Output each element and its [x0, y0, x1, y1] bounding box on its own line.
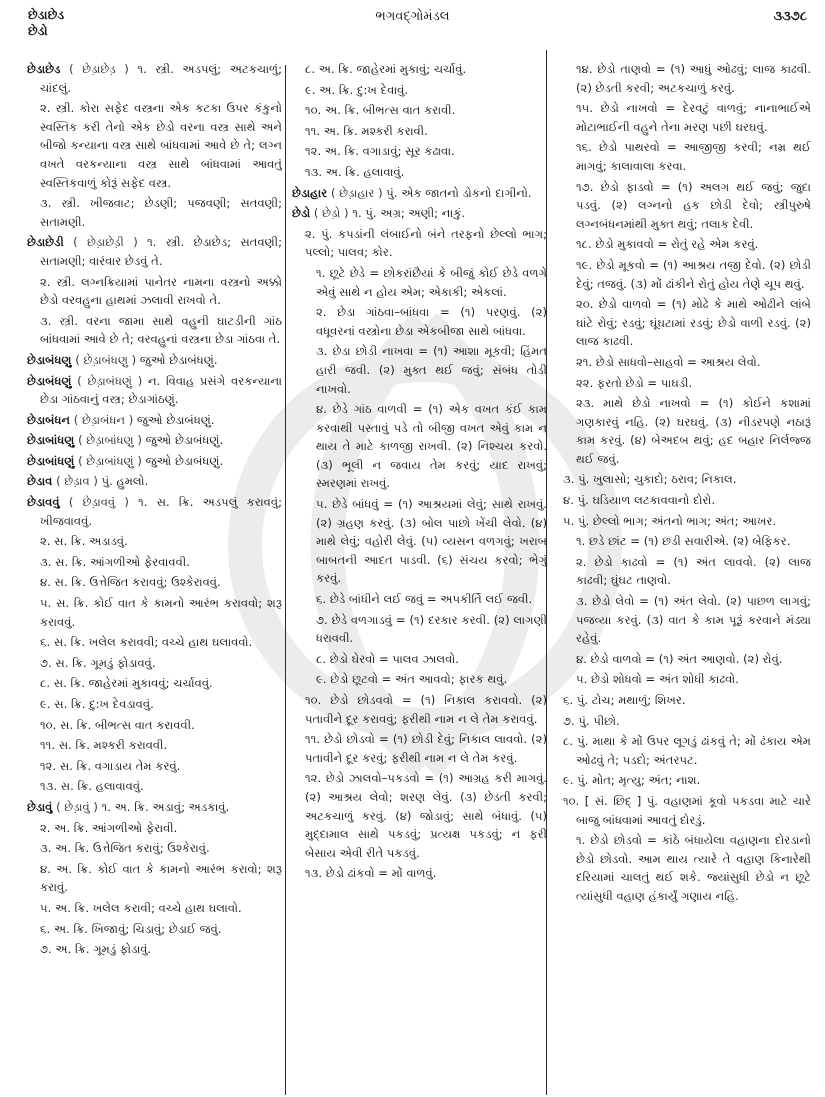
entry-sense	[292, 611, 547, 648]
headword: છેડાછેડી	[27, 235, 64, 250]
definition-text: ૯. છેડો છૂટવો = અંત આવવો; ફારક થવું.	[316, 672, 508, 687]
entry-sense	[563, 532, 811, 551]
pronunciation: ( છેડ઼ાહાર )	[330, 185, 383, 200]
definition-text: ૧. સ. ક્રિ. અડપલું કરાવવું; ખીજવાવવું.	[40, 495, 283, 528]
definition-text: ૧૪. છેડો તાણવો = (૧) આધું ઓઢવું; લાજ કાઢવી. (૨) છેડતી કરવી; અટકચાળું કરવું.	[576, 62, 811, 95]
entry-sense	[27, 674, 282, 693]
definition-text: ૬. અ. ક્રિ. ખિજાવું; ચિડાવું; છેડાઈ જવું.	[40, 921, 222, 936]
entry-sense	[27, 532, 282, 551]
column-divider-1	[285, 65, 286, 1095]
definition-text: ૨. છેડો કાઢવો = (૧) અંત લાવવો. (૨) લાજ કાઢવી; ઘુંઘટ તાણવો.	[576, 554, 811, 588]
entry-sense	[27, 654, 282, 673]
definition-text: ૧૩. છેડો ઢાંકવો = મોં વાળવું.	[305, 866, 437, 881]
definition-text: ૨. સ્ત્રી. કોરા સફેદ વસ્ત્રના એક કટકા ઉપર કંકુનો સ્વસ્તિક કરી તેનો એક છેડો વરના વસ્ત્ર સાથે અને બીજો કન્યાના વસ્ત્ર સાથે બાંધવામાં આવે છે તે; લગ્ન વખતે વરકન્યાના વસ્ત્ર સાથે બાંધવામાં આવતું સ્વસ્તિકવાળું કોરૂં સફેદ વસ્ત્ર.	[40, 101, 282, 190]
entry-sense	[292, 864, 547, 883]
entry-sense	[292, 691, 547, 728]
entry-sense	[292, 342, 547, 398]
entry-sense	[292, 303, 547, 340]
definition-text: ૩. પું. ખુલાસો; ચુકાદો; ઠરાવ; નિકાલ.	[563, 472, 737, 487]
entry-sense	[27, 594, 282, 631]
definition-text: ૧૨. અ. ક્રિ. વગાડાવું; સૂર કઢાવા.	[305, 144, 455, 159]
definition-text: ૯. પું. મોત; મૃત્યુ; અંત; નાશ.	[563, 773, 701, 788]
guide-word-first: છેડાછેડ	[28, 7, 65, 22]
headword: છેડાબંધણું	[27, 373, 72, 388]
pronunciation: ( છેડ઼ાબાંધણું )	[78, 453, 142, 468]
pronunciation: ( છેડ઼ાબંધણુ )	[75, 352, 137, 367]
entry-sense	[563, 470, 811, 489]
definition-text: ૧૫. છેડો નાખવો = દેરવટું વાળવું; નાનાભાઈએ મોટાભાઈની વહુને તેના મરણ પછી ઘરઘવું.	[576, 101, 811, 134]
dictionary-title: ભગવદ્ગોમંડલ	[375, 9, 450, 24]
entry-sense	[563, 374, 811, 393]
entry-sense	[292, 264, 547, 301]
definition-text: ૮. છેડો ઘેરવો = પાલવ ઝાલવો.	[316, 651, 459, 666]
pronunciation: ( છેડ઼ાબાંધણુ )	[78, 433, 142, 448]
definition-text: ૮. પું. માથા કે મોં ઉપર લૂગડું ઢાંકવું તે; મોં ઢંકાય એમ ઓઢવું તે; પડદો; અંતરપટ.	[563, 734, 811, 767]
entry-sense	[563, 792, 811, 829]
definition-text: ૪. પું. ઘડિયાળ લટકાવવાનો દોરો.	[563, 493, 716, 508]
dictionary-entry	[27, 798, 282, 817]
definition-text: ૩. છેડો લેવો = (૧) અંત લેવો. (૨) પાછળ લાગવું; પજવ્યા કરવું. (૩) વાત કે કામ પૂરૂં કરવાને મંડ્યા રહેવું.	[576, 594, 811, 646]
definition-text: ૧. છડે છાંટ = (૧) છડી સવારીએ. (૨) બેફિકર.	[576, 534, 791, 549]
pronunciation: ( છેડ઼ાછેડ઼ી )	[73, 235, 138, 250]
entry-sense	[563, 394, 811, 468]
dictionary-entry	[27, 372, 282, 409]
definition-text: ૯. સ. ક્રિ. દુ:ખ દેવડાવવું.	[40, 697, 154, 711]
definition-text: ૫. છેડે બાંધવું = (૧) આશ્રયમાં લેવું; સાથે રાખવું. (૨) ગ્રહણ કરવું. (૩) બોલ પાછો ખેંચી લેવો. (૪) માથે લેવું; વહોરી લેવું. (૫) વ્યસન વળગવું; ખરાબ બાબતની આદત પાડવી. (૬) સંચય કરવો; ભેગું કરવું.	[316, 497, 547, 586]
dictionary-entry	[27, 60, 282, 97]
entry-sense	[563, 512, 811, 531]
definition-text: ૭. અ. ક્રિ. ગૂમડું ફોડાવું.	[40, 942, 152, 957]
definition-text: ૩. સ. ક્રિ. આંગળીઓ ફેરવાવવી.	[40, 554, 190, 569]
definition-text: ૧૩. સ. ક્રિ. હલાવાવવું.	[40, 779, 144, 794]
dictionary-entry	[27, 472, 282, 491]
entry-sense	[563, 712, 811, 731]
entry-sense	[563, 235, 811, 254]
entry-sense	[563, 60, 811, 97]
dictionary-entry	[27, 431, 282, 450]
definition-text: ૨૦. છેડો વાળવો = (૧) મોઢે કે માથે ઓઢીને લાંબે ઘાંટે રોવું; રડવું; ઘૂંઘટામાં રડવું; છેડો વાળી રડવું. (૨) લાજ કાઢવી.	[576, 297, 811, 349]
entry-sense	[27, 899, 282, 918]
definition-text: ૮. અ. ક્રિ. જાહેરમાં મુકાવું; ચર્ચાવું.	[305, 62, 467, 76]
definition-text: ૨. છેડા ગાંઠવા–બાંધવા = (૧) પરણવું. (૨) વધૂવરનાં વસ્ત્રોના છેડા એકબીજા સાથે બાંધવા.	[316, 305, 547, 338]
definition-text: ૧૯. છેડો મૂકવો = (૧) આશ્રય તજી દેવો. (૨) છોડી દેવું; તજવું. (૩) મોં ઢાંકીને રોતું હોય તેણે ચૂપ થવું.	[576, 257, 811, 291]
entry-sense	[563, 650, 811, 669]
guide-word-last: છેડો	[28, 23, 48, 38]
definition-text: ૭. છેડે વળગાડવું = (૧) દરકાર કરવી. (૨) લાગણી ધરાવવી.	[316, 612, 547, 646]
definition-text: ૩. છેડા છોડી નાખવા = (૧) આશા મૂકવી; હિંમત હારી જવી. (૨) મુક્ત થઈ જવું; સંબંધ તોડી નાખવો.	[316, 344, 547, 396]
entry-sense	[563, 691, 811, 710]
entry-sense	[292, 81, 547, 100]
entry-sense	[563, 178, 811, 234]
entry-sense	[563, 732, 811, 769]
entry-sense	[27, 940, 282, 959]
entry-sense	[292, 670, 547, 689]
dictionary-entry	[27, 452, 282, 471]
entry-sense	[563, 670, 811, 689]
definition-text: ૨. સ. ક્રિ. અડાડવું.	[40, 534, 128, 549]
definition-text: ૫. સ. ક્રિ. કોઈ વાત કે કામનો આરંભ કરાવવો; શરૂ કરાવવું.	[40, 596, 282, 629]
entry-sense	[27, 553, 282, 572]
entry-sense	[27, 99, 282, 192]
definition-text: ૭. સ. ક્રિ. ગૂમડું ફોડાવવું.	[40, 655, 156, 670]
pronunciation: ( છેડ઼ાવવું )	[68, 495, 129, 510]
headword: છેડાબંધન	[27, 412, 71, 427]
definition-text: પું. હુમલો.	[101, 474, 149, 489]
definition-text: જુઓ છેડાબંધણું.	[145, 453, 224, 468]
dictionary-entry	[292, 204, 547, 223]
entry-sense	[563, 771, 811, 790]
entry-sense	[27, 312, 282, 349]
definition-text: જુઓ છેડાબંધણું.	[139, 352, 218, 367]
entry-sense	[292, 590, 547, 609]
entry-sense	[563, 138, 811, 175]
definition-text: ૧. છેડો છોડવો = કાંઠે બંધાયેલા વહાણના દોરડાનો છેડો છોડવો. આમ થાય ત્યારે તે વહાણ કિનારેથી દરિયામાં ચાલતું થઈ શકે. જ્યાંસુધી છેડો ન છૂટે ત્યાંસુધી વહાણ હંકાર્યું ગણાય નહિ.	[576, 833, 811, 903]
entry-sense	[292, 225, 547, 262]
dictionary-entry	[27, 411, 282, 430]
column-1	[27, 60, 282, 961]
definition-text: જુઓ છેડાબંધણું.	[145, 433, 224, 448]
entry-sense	[563, 353, 811, 372]
definition-text: જુઓ છેડાબંધણું.	[136, 412, 215, 427]
entry-sense	[563, 491, 811, 510]
headword: છેડાવ	[27, 474, 53, 489]
entry-sense	[292, 650, 547, 669]
definition-text: ૨. પું. કપડાંની લંબાઈનો બંને તરફનો છેલ્લો ભાગ; પલ્લો; પાલવ; કોર.	[305, 226, 547, 260]
definition-text: ૬. છેડે બાંધીને લઈ જવું = અપકીર્તિ લઈ જવી.	[316, 592, 533, 607]
definition-text: ૧૧. અ. ક્રિ. મશ્કરી કરાવી.	[305, 123, 428, 138]
definition-text: ૧૨. સ. ક્રિ. વગાડાય તેમ કરવું.	[40, 758, 181, 773]
definition-text: ૨૨. ફરતો છેડો = પાઘડી.	[576, 375, 693, 390]
definition-text: ૨૧. છેડો સાધવો–સાહવો = આશ્રય લેવો.	[576, 354, 761, 369]
definition-text: ૧. સ્ત્રી. છેડાછેડ; સતવણી; સતામણી; વારંવાર છેડવું તે.	[40, 235, 282, 268]
pronunciation: ( છેડ઼ો )	[313, 206, 349, 221]
definition-text: ૧૦. સ. ક્રિ. બીભત્સ વાત કરાવવી.	[40, 717, 195, 732]
dictionary-entry	[27, 493, 282, 530]
definition-text: ૨. અ. ક્રિ. આંગળીઓ ફેરાવી.	[40, 820, 178, 835]
entry-sense	[563, 295, 811, 351]
headword: છેડાછેડ	[27, 62, 61, 76]
entry-sense	[292, 122, 547, 141]
page-header	[0, 0, 825, 52]
entry-sense	[27, 920, 282, 939]
definition-text: ૧૦. [ સં. છિદ્ ] પું. વહાણમાં કૂવો પકડવા માટે ચારે બાજુ બાંધવામાં આવતું દોરડું.	[563, 793, 811, 827]
entry-sense	[27, 839, 282, 858]
entry-sense	[563, 831, 811, 905]
entry-sense	[563, 553, 811, 590]
definition-text: ૧૦. અ. ક્રિ. બીભત્સ વાત કરાવી.	[305, 103, 456, 118]
pronunciation: ( છેડ઼ાવ )	[56, 474, 98, 489]
definition-text: ૭. પું. પીછો.	[563, 713, 620, 728]
pronunciation: ( છેડ઼ાબંધન )	[73, 412, 134, 427]
entry-sense	[27, 777, 282, 796]
entry-sense	[27, 695, 282, 714]
dictionary-entry	[27, 351, 282, 370]
definition-text: ૫. પું. છેલ્લો ભાગ; અંતનો ભાગ; અંત; આખર.	[563, 513, 777, 528]
page-number: ૩૩૭૮	[773, 9, 807, 24]
dictionary-entry	[292, 184, 547, 203]
definition-text: ૧૨. છેડો ઝાલવો–પકડવો = (૧) આગ્રહ કરી માગવું. (૨) આશ્રય લેવો; શરણ લેવું. (૩) છેડતી કરવી; અટકચાળું કરવું. (૪) જોડાવું; સાથે બંધાવું. (૫) મુદ્દામાલ સાથે પકડવું; પ્રત્યક્ષ પકડવું; ન ફરી બેસાય એવી રીતે પકડવું.	[305, 771, 547, 860]
definition-text: ન. વિવાહ પ્રસંગે વરકન્યાના છેડા ગાંઠવાનું વસ્ત્ર; છેડાગાંઠણું.	[40, 373, 283, 407]
entry-sense	[27, 736, 282, 755]
definition-text: ૧. અ. ક્રિ. અડાવું; અડકાવું.	[101, 799, 230, 814]
definition-text: ૧૭. છેડો ફાડવો = (૧) અલગ થઈ જવું; જુદા પડવું. (૨) લગ્નનો હક છોડી દેવો; સ્ત્રીપુરુષે લગ્નબંધનમાંથી મુક્ત થવું; તલાક દેવી.	[576, 179, 811, 231]
definition-text: ૨૩. માથે છેડો નાખવો = (૧) કોઈને કશામાં ગણકારવું નહિ. (૨) ઘરઘવું. (૩) નીડરપણે નઠારૂં કામ કરવું. (૪) બેઅદબ થવું; હદ બહાર નિર્લજ્જ થઈ જવું.	[576, 396, 811, 466]
headword: છેડાહાર	[292, 185, 328, 200]
definition-text: ૧૬. છેડો પાથરવો = આજીજી કરવી; નમ્ર થઈ માગવું; કાલાવાલા કરવા.	[576, 140, 811, 173]
definition-text: ૪. સ. ક્રિ. ઉત્તેજિત કરાવવું; ઉશ્કેરાવવું.	[40, 575, 221, 590]
pronunciation: ( છેડ઼ાછેડ઼ )	[69, 62, 129, 76]
definition-text: ૮. સ. ક્રિ. જાહેરમાં મુકાવવું; ચર્ચાવવું.	[40, 676, 213, 691]
headword: છેડો	[292, 206, 311, 221]
entry-sense	[27, 716, 282, 735]
definition-text: પું. એક જાતનો ડોકનો દાગીનો.	[386, 185, 532, 200]
headword: છેડાવું	[27, 799, 53, 814]
definition-text: ૧. સ્ત્રી. અડપલું; અટકચાળું; ચાંદલું.	[40, 62, 282, 95]
definition-text: ૧. છૂટે છેડે = છોકરાંછૈયાં કે બીજું કોઈ છેડે વળગે એવું સાથે ન હોય એમ; એકાકી; એકલાં.	[316, 265, 547, 299]
definition-text: ૨. સ્ત્રી. લગ્નક્રિયામાં પાનેતર નામના વસ્ત્રનો અક્કો છેડો વરવહુના હાથમાં ઝલાવી રાખવો તે.	[40, 274, 282, 308]
entry-sense	[563, 99, 811, 136]
entry-sense	[292, 163, 547, 182]
entry-sense	[292, 60, 547, 79]
entry-sense	[27, 633, 282, 652]
definition-text: ૫. અ. ક્રિ. ખલેલ કરાવી; વચ્ચે હાથ ઘલાવો.	[40, 900, 242, 915]
entry-sense	[27, 819, 282, 838]
entry-sense	[27, 757, 282, 776]
pronunciation: ( છેડ઼ાબંધણું )	[77, 373, 143, 388]
entry-sense	[292, 730, 547, 767]
definition-text: ૪. અ. ક્રિ. કોઈ વાત કે કામનો આરંભ કરાવો; શરૂ કરાવું.	[40, 861, 282, 895]
definition-text: ૫. છેડો શોધવો = અંત શોધી કાઢવો.	[576, 672, 739, 687]
definition-text: ૬. પું. ટોચ; મથાળું; શિખર.	[563, 693, 686, 707]
definition-text: ૧૧. છેડો છોડવો = (૧) છોડી દેવું; નિકાલ લાવવો. (૨) પતાવીને દૂર કરવું; ફરીથી નામ ન લે તેમ કરવું.	[305, 732, 547, 765]
definition-text: ૧. પું. અગ્ર; અણી; નાકું.	[352, 206, 466, 221]
definition-text: ૧૮. છેડો મુકાવવો = રોતું રહે એમ કરવું.	[576, 237, 759, 252]
entry-sense	[563, 256, 811, 293]
dictionary-entry	[27, 233, 282, 270]
column-3	[563, 60, 811, 908]
pronunciation: ( છેડ઼ાવું )	[56, 799, 98, 814]
entry-sense	[563, 592, 811, 648]
definition-text: ૩. સ્ત્રી. ખીજવાટ; છેડણી; પજવણી; સતવણી; સતામણી.	[40, 196, 282, 229]
definition-text: ૩. અ. ક્રિ. ઉત્તેજિત કરાવું; ઉશ્કેરાવું.	[40, 841, 210, 856]
headword: છેડાબાંધણુ	[27, 433, 75, 448]
definition-text: ૪. છેડે ગાંઠ વાળવી = (૧) એક વખત કંઈ કામ કરવાથી પસ્તાવું પડે તો બીજી વખત એવું કામ ન થાય તે માટે કાળજી રાખવી. (૨) નિશ્ચય કરવો. (૩) ભૂલી ન જવાય તેમ કરવું; યાદ રાખવું; સ્મરણમાં રાખવું.	[316, 402, 547, 491]
entry-sense	[27, 273, 282, 310]
definition-text: ૩. સ્ત્રી. વરના જામા સાથે વહુની ઘાટડીની ગાંઠ બાંધવામાં આવે છે તે; વરવહુનાં વસ્ત્રના છેડા ગાંઠવા તે.	[40, 313, 282, 347]
entry-sense	[292, 400, 547, 493]
definition-text: ૧૩. અ. ક્રિ. હલાવાવું.	[305, 164, 405, 179]
column-2	[292, 60, 547, 885]
headword: છેડાબંધણુ	[27, 352, 72, 367]
definition-text: ૧૧. સ. ક્રિ. મશ્કરી કરાવવી.	[40, 738, 168, 753]
definition-text: ૬. સ. ક્રિ. ખલેલ કરાવવી; વચ્ચે હાથ ઘલાવવો.	[40, 635, 253, 650]
entry-sense	[27, 194, 282, 231]
entry-sense	[292, 142, 547, 161]
entry-sense	[27, 573, 282, 592]
headword: છેડાબાંધણું	[27, 453, 75, 468]
entry-sense	[292, 101, 547, 120]
definition-text: ૧૦. છેડો છોડવવો = (૧) નિકાલ કરાવવો. (૨) પતાવીને દૂર કરાવવું; ફરીથી નામ ન લે તેમ કરાવવું.	[305, 693, 547, 726]
headword: છેડાવવું	[27, 495, 60, 510]
definition-text: ૪. છેડો વાળવો = (૧) અંત આણવો. (૨) રોવું.	[576, 651, 783, 666]
entry-sense	[292, 769, 547, 862]
definition-text: ૯. અ. ક્રિ. દુ:ખ દેવાવું.	[305, 82, 409, 97]
entry-sense	[27, 860, 282, 897]
entry-sense	[292, 495, 547, 588]
